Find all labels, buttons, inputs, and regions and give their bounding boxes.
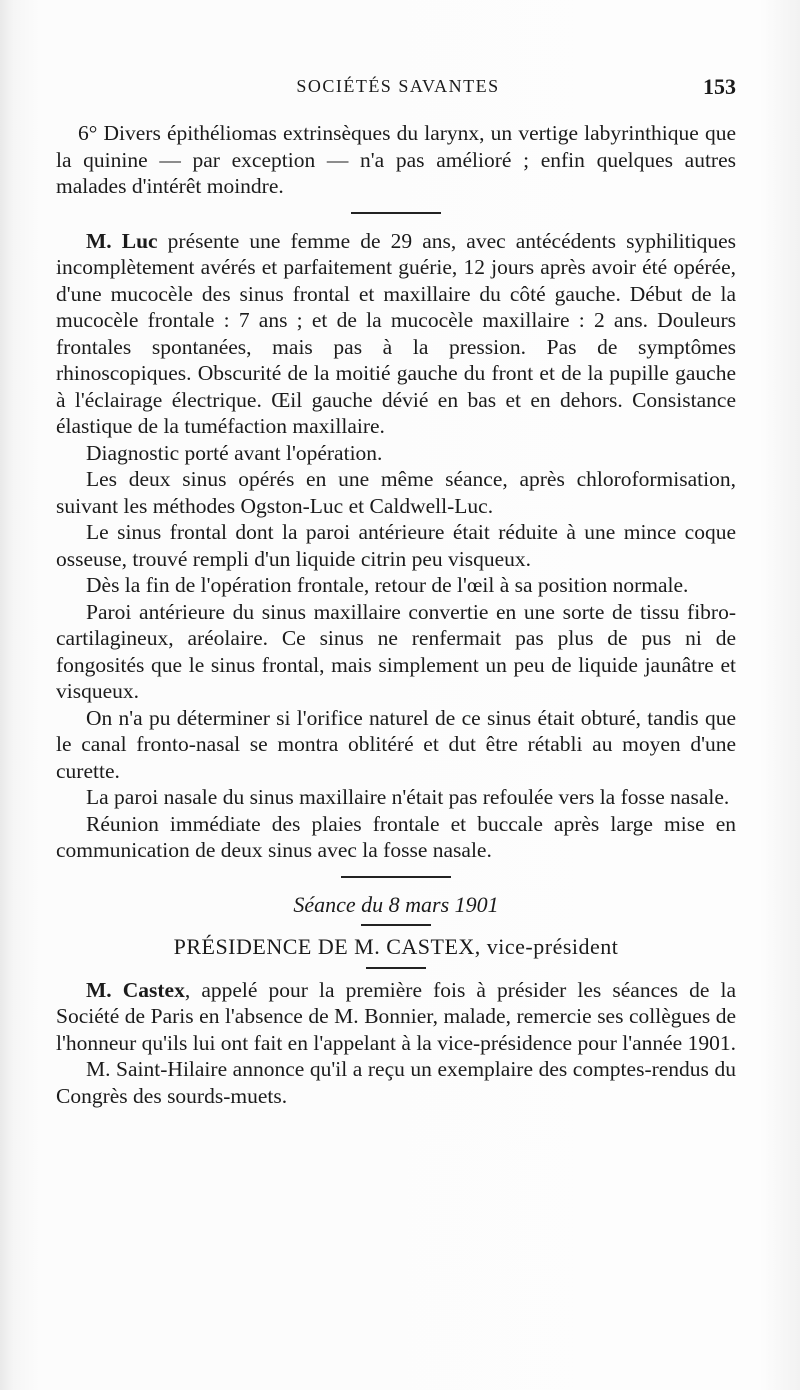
page-body: [56, 120, 736, 1109]
section-divider: [366, 967, 426, 969]
paragraph-reunion: Réunion immédiate des plaies frontale et buccale après large mise en communication de deux sinus avec la fosse nasale.: [56, 811, 736, 862]
page-number: 153: [703, 74, 736, 99]
speaker-name: M. Castex: [86, 977, 185, 1002]
presidency-line: PRÉSIDENCE DE M. CASTEX, vice-président: [173, 934, 619, 959]
section-divider: [341, 876, 451, 878]
paragraph-text: , appelé pour la première fois à présider les séances de la Société de Paris en l'absence de M. Bonnier, malade, remercie ses collègues de l'honneur qu'ils lui ont fait en l'appelant à la vice-présidence pour l'année 1901.: [56, 977, 737, 1055]
paragraph-eye-position: Dès la fin de l'opération frontale, retour de l'œil à sa position normale.: [86, 573, 689, 597]
paragraph-frontal-sinus: Le sinus frontal dont la paroi antérieure était réduite à une mince coque osseuse, trouvé rempli d'un liquide citrin peu visqueux.: [56, 520, 736, 571]
running-head: SOCIÉTÉS SAVANTES: [296, 76, 500, 96]
speaker-name: M. Luc: [86, 228, 158, 253]
paragraph-item-6: 6° Divers épithéliomas extrinsèques du larynx, un vertige labyrinthique que la quinine — par exception — n'a pas amélioré ; enfin quelques autres malades d'intérêt moindre.: [56, 121, 736, 198]
paragraph-saint-hilaire: M. Saint-Hilaire annonce qu'il a reçu un exemplaire des comptes-rendus du Congrès des sourds-muets.: [56, 1057, 736, 1108]
page-header: [60, 74, 736, 100]
paragraph-text: présente une femme de 29 ans, avec antécédents syphilitiques incomplètement avérés et parfaitement guérie, 12 jours après avoir été opérée, d'une mucocèle des sinus frontal et maxillaire du côté gauche. Début de la mucocèle frontale : 7 ans ; et de la mucocèle maxillaire : 2 ans. Douleurs frontales spontanées, mais pas à la pression. Pas de symptômes rhinoscopiques. Obscurité de la moitié gauche du front et de la pupille gauche à l'éclairage électrique. Œil gauche dévié en bas et en dehors. Consistance élastique de la tuméfaction maxillaire.: [56, 228, 736, 438]
paragraph-nasal-wall: La paroi nasale du sinus maxillaire n'était pas refoulée vers la fosse nasale.: [86, 785, 730, 809]
paragraph-castex: [56, 977, 736, 1057]
section-divider: [351, 212, 441, 214]
paragraph-maxillary-sinus: Paroi antérieure du sinus maxillaire convertie en une sorte de tissu fibro-cartilagineux, aréolaire. Ce sinus ne renfermait pas plus de pus ni de fongosités que le sinus frontal, mais simplement un peu de liquide jaunâtre et visqueux.: [56, 599, 736, 703]
paragraph-luc-presentation: [56, 228, 736, 440]
session-title: Séance du 8 mars 1901: [293, 891, 499, 917]
paragraph-operation: Les deux sinus opérés en une même séance, après chloroformisation, suivant les méthodes Ogston-Luc et Caldwell-Luc.: [56, 467, 736, 518]
section-divider: [361, 924, 431, 926]
paragraph-diagnostic: Diagnostic porté avant l'opération.: [86, 440, 383, 465]
paragraph-orifice: On n'a pu déterminer si l'orifice naturel de ce sinus était obturé, tandis que le canal fronto-nasal se montra oblitéré et dut être rétabli au moyen d'une curette.: [56, 705, 736, 783]
